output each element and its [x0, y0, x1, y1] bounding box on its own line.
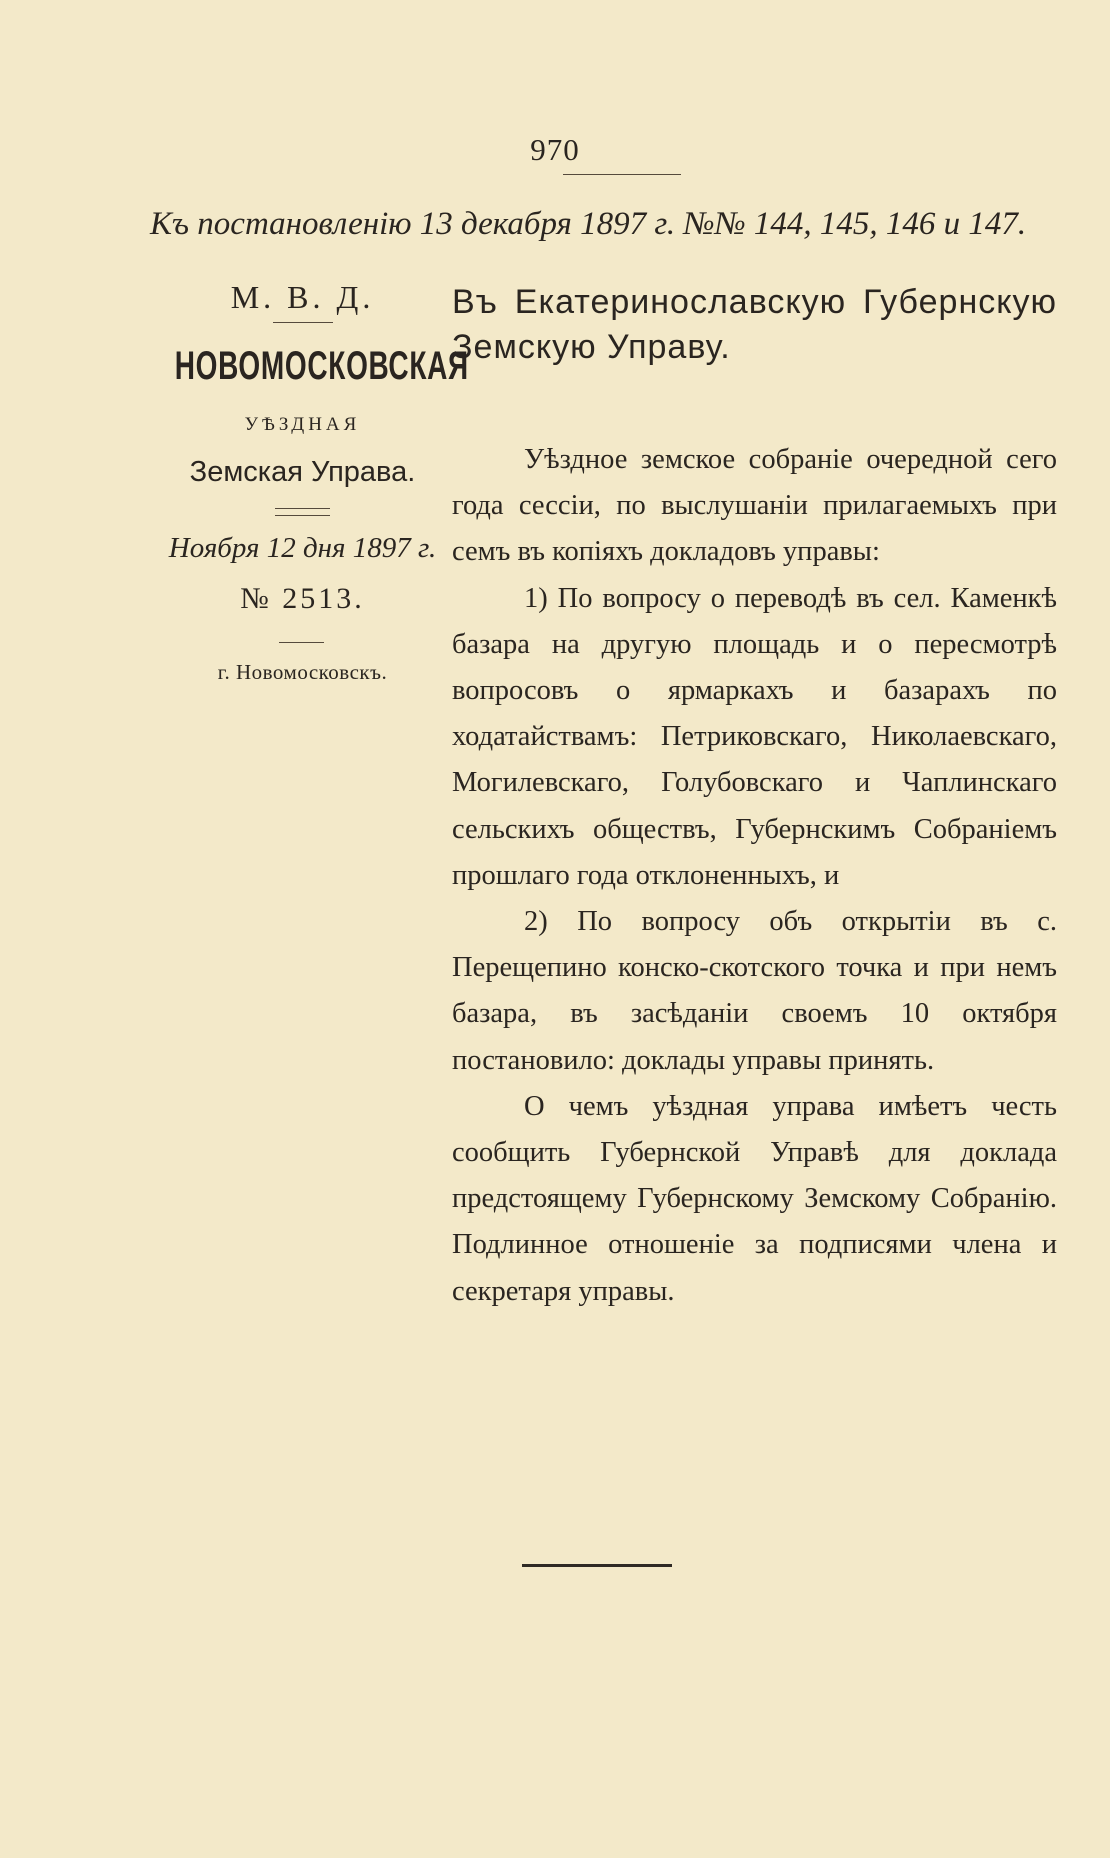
office-name: НОВОМОСКОВСКАЯ [174, 344, 469, 388]
district-label: УѢЗДНАЯ [244, 414, 361, 435]
body-item-1: 1) По вопросу о переводѣ въ сел. Каменкѣ базара на другую площадь и о пересмотрѣ вопросовъ о ярмаркахъ и базарахъ по ходатайствамъ: Петриковскаго, Николаевскаго, Могилевскаго, Голубовскаго и Чаплинскаго сельскихъ обществъ, Губернскимъ Собраніемъ прошлаго года отклоненныхъ, и [452, 582, 1057, 891]
sender-divider [273, 322, 333, 323]
body-intro: Уѣздное земское собраніе очередной сего года сессіи, по выслушаніи прилагаемыхъ при семъ въ копіяхъ докладовъ управы: [452, 444, 1057, 568]
letter-body [452, 437, 1057, 1315]
office-type: Земская Управа. [189, 456, 416, 488]
city-divider [279, 642, 324, 643]
addressee: Въ Екатеринославскую Губернскую Земскую Управу. [452, 283, 1057, 366]
resolution-reference: Къ постановленію 13 декабря 1897 г. №№ 144, 145, 146 и 147. [150, 206, 1027, 242]
page-number: 970 [530, 132, 580, 167]
sender-city: г. Новомосковскъ. [217, 660, 388, 684]
ministry-label: М. В. Д. [230, 279, 375, 315]
page-number-rule [563, 174, 681, 175]
letter-date: Ноября 12 дня 1897 г. [168, 532, 437, 564]
body-item-2: 2) По вопросу объ открытіи въ с. Перещепино конско-скотского точка и при немъ базара, въ засѣданіи своемъ 10 октября постановило: доклады управы принять. [452, 906, 1057, 1076]
end-rule [522, 1564, 672, 1567]
registration-number: № 2513. [240, 582, 365, 615]
sender-double-rule [275, 508, 330, 516]
body-closing: О чемъ уѣздная управа имѣетъ честь сообщить Губернской Управѣ для доклада предстоящему Губернскому Земскому Собранію. Подлинное отношеніе за подписями члена и секретаря управы. [452, 1090, 1057, 1307]
